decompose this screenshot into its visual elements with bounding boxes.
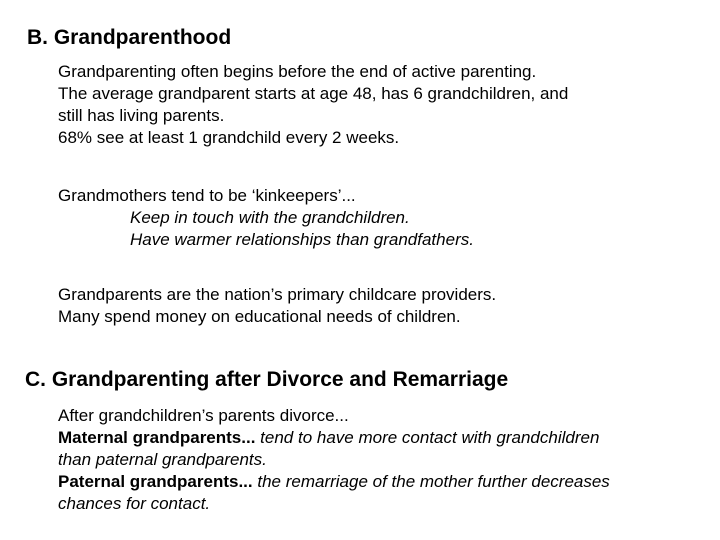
- section-c-heading: C. Grandparenting after Divorce and Remarriage: [25, 368, 509, 391]
- kinkeepers-item: Have warmer relationships than grandfathers.: [130, 230, 474, 249]
- text-line: Grandparents are the nation’s primary childcare providers.: [58, 285, 497, 304]
- kinkeepers-block: [58, 185, 474, 251]
- maternal-text-continued: than paternal grandparents.: [58, 450, 267, 469]
- text-line: 68% see at least 1 grandchild every 2 weeks.: [58, 128, 400, 147]
- text-line: Many spend money on educational needs of children.: [58, 307, 461, 326]
- paternal-text-continued: chances for contact.: [58, 494, 211, 513]
- divorce-block: [58, 405, 610, 515]
- divorce-intro: After grandchildren’s parents divorce...: [58, 406, 349, 425]
- maternal-text: tend to have more contact with grandchildren: [260, 428, 600, 447]
- maternal-label: Maternal grandparents...: [58, 428, 256, 447]
- kinkeepers-intro: Grandmothers tend to be ‘kinkeepers’...: [58, 186, 356, 205]
- grandparenthood-facts: [58, 61, 568, 149]
- kinkeepers-item: Keep in touch with the grandchildren.: [130, 208, 410, 227]
- paternal-label: Paternal grandparents...: [58, 472, 253, 491]
- paternal-text: the remarriage of the mother further decreases: [257, 472, 610, 491]
- maternal-line: [58, 427, 610, 449]
- childcare-block: [58, 284, 496, 328]
- section-b-heading: B. Grandparenthood: [27, 26, 232, 49]
- text-line: Grandparenting often begins before the end of active parenting.: [58, 62, 537, 81]
- paternal-line: [58, 471, 610, 493]
- text-line: still has living parents.: [58, 106, 225, 125]
- text-line: The average grandparent starts at age 48, has 6 grandchildren, and: [58, 84, 569, 103]
